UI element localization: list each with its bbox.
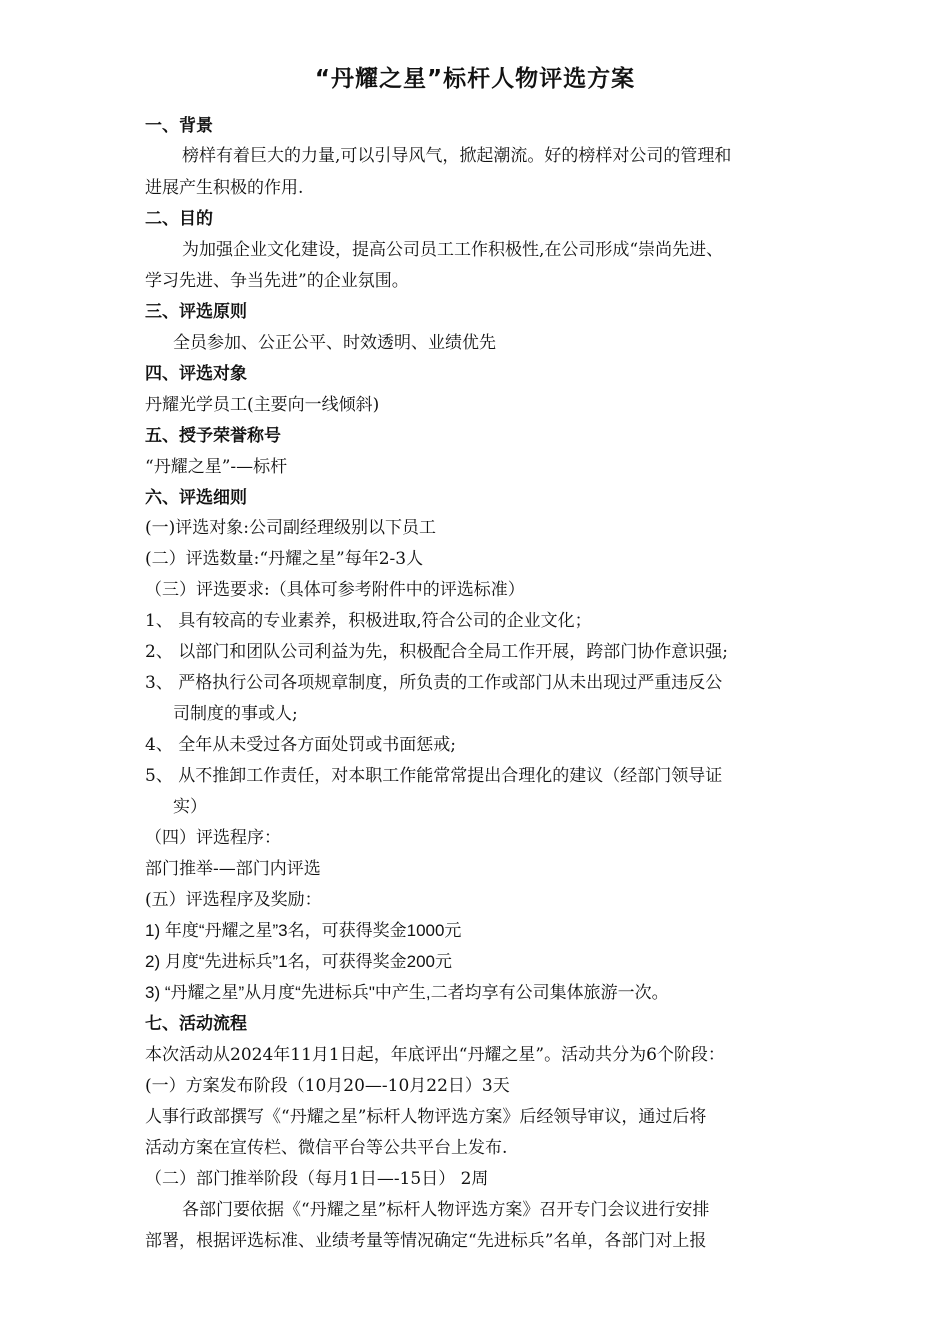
paragraph-line: （三）评选要求:（具体可参考附件中的评选标准） (145, 580, 525, 600)
paragraph-line: 学习先进、争当先进”的企业氛围。 (145, 271, 409, 291)
list-item: 1、 具有较高的专业素养，积极进取,符合公司的企业文化； (145, 611, 592, 631)
list-item: 2、 以部门和团队公司利益为先，积极配合全局工作开展，跨部门协作意识强; (145, 642, 728, 662)
paragraph-line: (一)评选对象:公司副经理级别以下员工 (145, 518, 436, 538)
paragraph-line: 榜样有着巨大的力量,可以引导风气，掀起潮流。好的榜样对公司的管理和 (182, 146, 732, 166)
paragraph-line: 丹耀光学员工(主要向一线倾斜) (145, 395, 380, 415)
paragraph-line: “丹耀之星”-—标杆 (145, 457, 288, 477)
list-item: 3) “丹耀之星”从月度“先进标兵"中产生,二者均享有公司集体旅游一次。 (145, 983, 669, 1002)
paragraph-line: (五）评选程序及奖励： (145, 890, 322, 910)
section-honor-heading: 五、授予荣誉称号 (145, 426, 281, 446)
section-background-heading: 一、背景 (145, 116, 213, 136)
list-item-continuation: 实） (173, 797, 207, 817)
paragraph-line: 全员参加、公正公平、时效透明、业绩优先 (173, 333, 496, 353)
paragraph-line: 各部门要依据《“丹耀之星”标杆人物评选方案》召开专门会议进行安排 (182, 1200, 710, 1220)
paragraph-line: 本次活动从2024年11月1日起，年底评出“丹耀之星”。活动共分为6个阶段： (145, 1045, 725, 1065)
section-purpose-heading: 二、目的 (145, 209, 213, 229)
paragraph-line: （二）部门推举阶段（每月1日—-15日） 2周 (145, 1169, 489, 1189)
list-item: 4、 全年从未受过各方面处罚或书面惩戒; (145, 735, 456, 755)
paragraph-line: 活动方案在宣传栏、微信平台等公共平台上发布. (145, 1138, 508, 1158)
paragraph-line: 为加强企业文化建设，提高公司员工工作积极性,在公司形成“崇尚先进、 (182, 240, 724, 260)
paragraph-line: 部门推举-—部门内评选 (145, 859, 321, 879)
paragraph-line: 进展产生积极的作用. (145, 178, 304, 198)
list-item: 3、 严格执行公司各项规章制度，所负责的工作或部门从未出现过严重违反公 (145, 673, 723, 693)
paragraph-line: 部署，根据评选标准、业绩考量等情况确定“先进标兵”名单，各部门对上报 (145, 1231, 707, 1251)
paragraph-line: （四）评选程序： (145, 828, 281, 848)
list-item: 5、 从不推卸工作责任，对本职工作能常常提出合理化的建议（经部门领导证 (145, 766, 723, 786)
section-detail-heading: 六、评选细则 (145, 488, 247, 508)
section-target-heading: 四、评选对象 (145, 364, 247, 384)
section-process-heading: 七、活动流程 (145, 1014, 247, 1034)
list-item: 1) 年度“丹耀之星”3名，可获得奖金1000元 (145, 921, 462, 940)
paragraph-line: (一）方案发布阶段（10月20—-10月22日）3天 (145, 1076, 510, 1096)
section-principle-heading: 三、评选原则 (145, 302, 247, 322)
paragraph-line: 人事行政部撰写《“丹耀之星”标杆人物评选方案》后经领导审议，通过后将 (145, 1107, 707, 1127)
document-title: “丹耀之星”标杆人物评选方案 (314, 66, 636, 92)
list-item: 2) 月度“先进标兵”1名，可获得奖金200元 (145, 952, 452, 971)
list-item-continuation: 司制度的事或人; (173, 704, 298, 724)
paragraph-line: (二）评选数量:“丹耀之星”每年2-3人 (145, 549, 424, 569)
